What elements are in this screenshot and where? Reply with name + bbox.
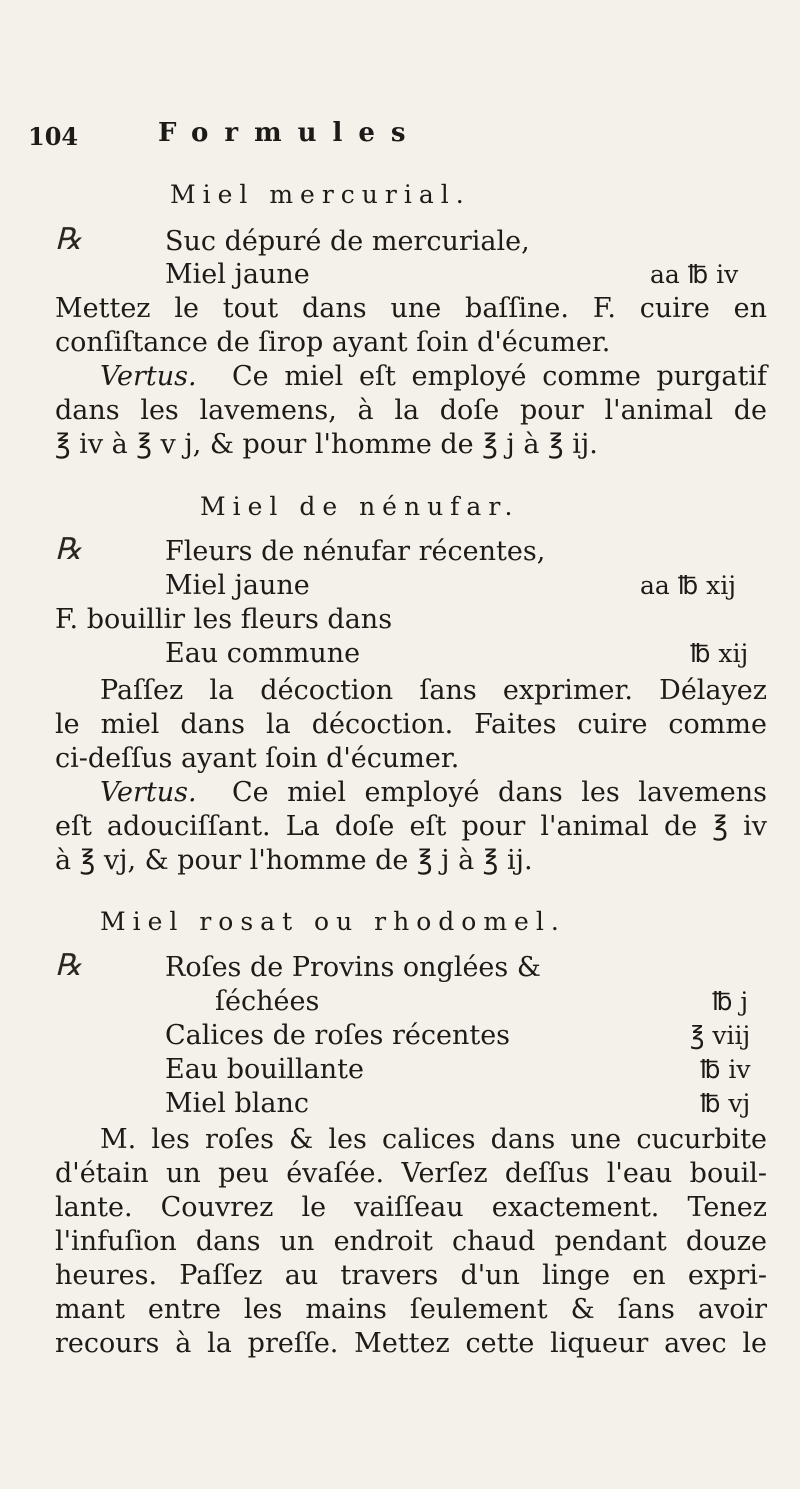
- ingredient-line: F. bouillir les fleurs dans: [55, 604, 393, 635]
- body-text-line: d'étain un peu évaſée. Verſez deſſus l'eau bouil-: [55, 1158, 767, 1189]
- ingredient-quantity: ℔ xij: [690, 639, 749, 668]
- body-text-line: dans les lavemens, à la doſe pour l'animal de: [55, 395, 767, 426]
- ingredient-quantity: ℔ iv: [700, 1055, 751, 1084]
- vertus-label: Vertus.: [100, 777, 197, 808]
- body-text-line: lante. Couvrez le vaiſſeau exactement. Tenez: [55, 1192, 767, 1223]
- ingredient-line: Miel jaune: [165, 259, 310, 290]
- ingredient-quantity: aa ℔ xij: [640, 571, 736, 600]
- section-title-miel-de-nenufar: Miel de nénufar.: [200, 492, 520, 521]
- vertus-label: Vertus.: [100, 361, 197, 392]
- body-text-line: Mettez le tout dans une baſſine. F. cuire en: [55, 293, 767, 324]
- ingredient-line: Eau bouillante: [165, 1054, 364, 1085]
- body-text-line: ci-deſſus ayant ſoin d'écumer.: [55, 743, 460, 774]
- recipe-symbol: ℞: [55, 532, 82, 567]
- body-text-line: mant entre les mains ſeulement & ſans avoir: [55, 1294, 767, 1325]
- body-text-line: recours à la preſſe. Mettez cette liqueur avec le: [55, 1328, 767, 1359]
- body-text-line: conſiſtance de ſirop ayant ſoin d'écumer.: [55, 327, 611, 358]
- ingredient-quantity: ℔ j: [712, 987, 749, 1016]
- recipe-symbol: ℞: [55, 948, 82, 983]
- ingredient-line: Eau commune: [165, 638, 361, 669]
- ingredient-line: Fleurs de nénufar récentes,: [165, 536, 546, 567]
- body-text-line: Ce miel eſt employé comme purgatif: [232, 361, 767, 392]
- running-title: Formules: [158, 118, 422, 148]
- ingredient-quantity: aa ℔ iv: [650, 260, 739, 289]
- body-text-line: eſt adouciſſant. La doſe eſt pour l'animal de ℥ iv: [55, 811, 767, 842]
- section-title-miel-mercurial: Miel mercurial.: [170, 180, 471, 209]
- body-text-line: Ce miel employé dans les lavemens: [232, 777, 767, 808]
- section-title-miel-rosat: Miel rosat ou rhodomel.: [100, 907, 566, 936]
- body-text-line: Paſſez la décoction ſans exprimer. Délayez: [100, 675, 767, 706]
- recipe-symbol: ℞: [55, 222, 82, 257]
- body-text-line: ℥ iv à ℥ v j, & pour l'homme de ℥ j à ℥ ij.: [55, 429, 598, 460]
- ingredient-line: Calices de roſes récentes: [165, 1020, 511, 1051]
- ingredient-line: ſéchées: [215, 986, 320, 1017]
- body-text-line: heures. Paſſez au travers d'un linge en expri-: [55, 1260, 767, 1291]
- body-text-line: le miel dans la décoction. Faites cuire comme: [55, 709, 767, 740]
- ingredient-line: Miel jaune: [165, 570, 310, 601]
- ingredient-line: Roſes de Provins onglées &: [165, 952, 541, 983]
- ingredient-line: Miel blanc: [165, 1088, 310, 1119]
- ingredient-quantity: ℥ viij: [690, 1021, 751, 1050]
- body-text-line: à ℥ vj, & pour l'homme de ℥ j à ℥ ij.: [55, 845, 533, 876]
- ingredient-quantity: ℔ vj: [700, 1089, 751, 1118]
- body-text-line: l'infuſion dans un endroit chaud pendant douze: [55, 1226, 767, 1257]
- body-text-line: M. les roſes & les calices dans une cucurbite: [100, 1124, 767, 1155]
- page-number: 104: [28, 122, 79, 151]
- ingredient-line: Suc dépuré de mercuriale,: [165, 226, 530, 257]
